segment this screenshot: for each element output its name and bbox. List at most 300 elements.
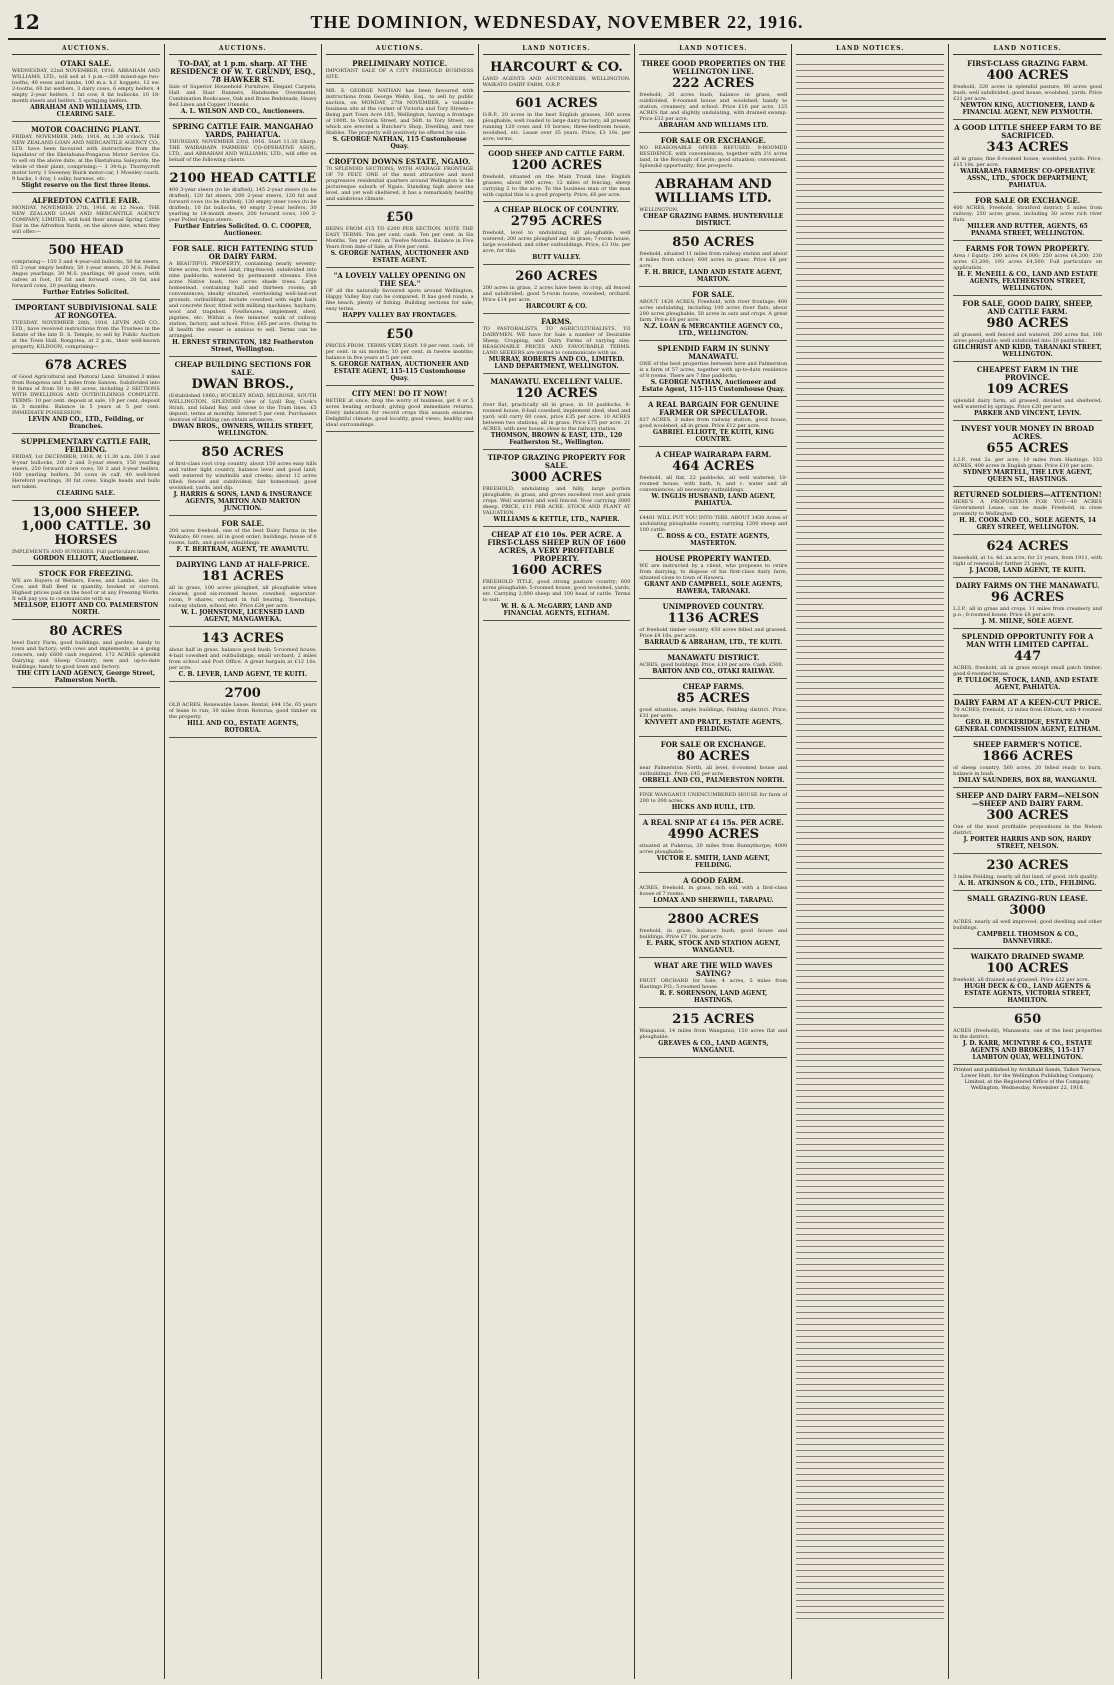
ad-signature: W. H. & A. McGARRY, LAND AND FINANCIAL AGENTS, ELTHAM. [501, 603, 612, 617]
classified-ad [639, 739, 787, 788]
classified-ad [326, 388, 474, 432]
ad-display-line: ABRAHAM AND WILLIAMS LTD. [655, 177, 772, 206]
classified-ad [12, 302, 160, 354]
ad-body: Wanganui, 14 miles from Wanganui; 150 acres flat and ploughable. [639, 1028, 788, 1040]
ad-body: WELLINGTON. [639, 207, 679, 213]
ad-signature: HAPPY VALLEY BAY FRONTAGES. [342, 312, 457, 319]
ad-signature: CLEARING SALE. [56, 490, 116, 497]
ad-signature: GEO. H. BUCKERIDGE, ESTATE AND GENERAL COMMISSION AGENT, ELTHAM. [954, 719, 1101, 733]
ad-heading: SPRING CATTLE FAIR. MANGAHAO YARDS, PAHIATUA. [172, 122, 314, 139]
ad-signature: WILLIAMS & KETTLE, LTD., NAPIER. [493, 516, 620, 523]
page-column [322, 44, 479, 1679]
ad-signature: THE CITY LAND AGENCY, George Street, Palmerston North. [16, 670, 155, 684]
ad-heading: CROFTON DOWNS ESTATE, NGAIO. [328, 157, 471, 166]
classified-ad [639, 513, 787, 551]
classified-ad [639, 910, 787, 958]
ad-signature: MURRAY, ROBERTS AND CO., LIMITED. LAND DEPARTMENT, WELLINGTON. [488, 356, 625, 370]
classified-ad [953, 298, 1102, 362]
page-column [792, 44, 949, 1679]
ad-heading: SHEEP AND DAIRY FARM—NELSON—SHEEP AND DAIRY FARM. [956, 791, 1100, 808]
classified-ad [639, 58, 787, 133]
ad-display-line: 1136 ACRES [667, 611, 759, 626]
classified-ad [639, 135, 787, 173]
ad-display-line: DWAN BROS., [191, 377, 295, 392]
ad-display-line: 80 ACRES [676, 749, 750, 764]
ad-signature: HUGH DECK & CO., LAND AGENTS & ESTATE AGENTS, VICTORIA STREET, HAMILTON. [964, 983, 1091, 1004]
ad-signature: F. T. BERTRAM, AGENT, TE AWAMUTU. [176, 546, 310, 553]
ad-body: IMPORTANT SALE OF A CITY FREEHOLD BUSINESS SITE. [325, 68, 474, 80]
ad-body: all in grass, 100 acres ploughed, all ploughable when cleared; good six-roomed house, cowshed, separator-room, 9 shares, orchard in full bearing. Townships, railway station, school, etc. Price £24 per acre. [168, 585, 317, 609]
ad-body: level Dairy Farm, good buildings, and garden; handy to town and factory; with cows and implements, as a going concern, only £600 cash required. 172 ACRES splendid Dairying and Sheep Country; new and up-to-date buildings; handy to good town and factory. [12, 640, 160, 670]
ad-heading: RETURNED SOLDIERS—ATTENTION! [953, 490, 1102, 499]
classified-ad [483, 267, 631, 314]
ad-heading: FOR SALE OR EXCHANGE. [660, 136, 766, 145]
ad-signature: ABRAHAM AND WILLIAMS, LTD. CLEARING SALE. [30, 104, 142, 118]
ad-signature: THOMSON, BROWN & EAST, LTD., 120 Featherston St., Wellington. [490, 432, 623, 446]
ad-body: freehold, all drained and grassed. Price £22 per acre. [953, 977, 1090, 983]
ad-display-line: £50 [386, 327, 414, 342]
ad-signature: A. H. ATKINSON & CO., LTD., FEILDING. [958, 880, 1097, 887]
ad-body: Area / Equity: 290 acres £4,000; 250 acres £4,200; 230 acres £3,200; 193 acres £4,500. Full particulars on application. [953, 253, 1102, 271]
ad-display-line: 2100 HEAD CATTLE [169, 171, 316, 186]
ad-heading: A GOOD FARM. [683, 876, 744, 885]
classified-ad [326, 270, 474, 323]
classified-ad [953, 58, 1102, 120]
ad-heading: DAIRYING LAND AT HALF-PRICE. [175, 560, 310, 569]
ad-body: ACRES, freehold, all in grass except small patch timber; good 6-roomed house. [953, 665, 1102, 677]
ad-display-line: 464 ACRES [672, 459, 755, 474]
ad-heading: A REAL SNIP AT £4 15s. PER ACRE. [642, 818, 784, 827]
classified-ad [953, 951, 1102, 1008]
ad-display-line: 1866 ACRES [981, 749, 1074, 764]
classified-ad [12, 58, 160, 122]
ad-body: (Established 1860.) BUCKLEY ROAD, MELROSE, SOUTH WELLINGTON. SPLENDID view of Lyall Bay, Cook's Strait, and Island Bay, and close to the Tram lines. £5 deposit, terms at monthly. Interest 5 per cent. Purchasers desirous of building can obtain advances. [168, 393, 317, 423]
classified-ad [953, 697, 1102, 737]
ad-signature: P. TULLOCH, STOCK, LAND, AND ESTATE AGENT, PAHIATUA. [956, 677, 1099, 691]
ad-heading: FIRST-CLASS GRAZING FARM. [967, 59, 1088, 68]
ad-heading: MANAWATU DISTRICT. [667, 653, 760, 662]
classified-ad [639, 817, 787, 873]
ad-heading: FOR SALE OR EXCHANGE. [660, 740, 766, 749]
ad-heading: SUPPLEMENTARY CATTLE FAIR, FEILDING. [21, 437, 151, 454]
ad-display-line: 655 ACRES [986, 441, 1069, 456]
ad-signature: CAMPBELL THOMSON & CO., DANNEVIRKE. [976, 931, 1079, 945]
ad-display-line: 850 ACRES [672, 235, 755, 250]
ad-heading: TO-DAY, at 1 p.m. sharp. AT THE RESIDENCE OF W. T. GRUNDY, ESQ., 78 HAWKER ST. [170, 59, 316, 84]
classified-ad [639, 553, 787, 599]
ad-signature: PARKER AND VINCENT, LEVIN. [973, 410, 1082, 417]
ad-signature: R. F. SORENSON, LAND AGENT, HASTINGS. [659, 990, 768, 1004]
classified-ad [326, 58, 474, 84]
ad-signature: F. H. BRICE, LAND AND ESTATE AGENT, MARTON. [644, 269, 783, 283]
illegible-text-block [796, 62, 944, 1622]
ad-body: One of the most profitable propositions in the Nelson district. [953, 824, 1102, 836]
classified-ad [639, 601, 787, 650]
ad-body: FRIDAY, NOVEMBER 24th, 1916. At 1.30 o'clock. THE NEW ZEALAND LOAN AND MERCANTILE AGENCY CO., LTD. have been favoured with instructions from the liquidator of the Eketahuna-Pongaroa Motor Service Co. to sell on the above date, at the Eketahuna Saleyards, the whole of their plant, comprising:— 1 34-h.p. Thornycroft motor lorry, 1 Sweeney Buick motor-car, 1 Moseley coach, 9 hacks, 1 dray, 1 sulky, harness, etc. [12, 134, 160, 182]
classified-ad [953, 739, 1102, 788]
ad-body: 827 ACRES, 3 miles from railway station, good house, good woolshed, all in grass. Price £12 per acre. [639, 417, 788, 429]
masthead [8, 8, 1106, 40]
ad-heading: FARMS FOR TOWN PROPERTY. [965, 244, 1090, 253]
classified-ad [326, 86, 474, 154]
classified-ad [639, 681, 787, 737]
ad-body: BEING FROM £15 TO £200 PER SECTION. NOTE THE EASY TERMS. Ten per cent. cash. Ten per cent. in Six Months. Ten per cent. in Twelve Months. Balance in Five Years from date of Sale, at Five per cent. [325, 226, 474, 250]
ad-signature: IMLAY SAUNDERS, BOX 88, WANGANUI. [958, 777, 1097, 784]
classified-ad [169, 443, 317, 516]
ad-heading: FOR SALE. [221, 519, 265, 528]
classified-ad [483, 58, 631, 92]
ad-display-line: 215 ACRES [672, 1012, 755, 1027]
classified-ad [169, 559, 317, 627]
classified-ad [483, 204, 631, 265]
ad-signature: HICKS AND RUILL, LTD. [671, 804, 755, 811]
ad-body: ACRES, nearly all well improved; good dwelling and other buildings. [953, 919, 1102, 931]
ad-heading: PRELIMINARY NOTICE. [352, 59, 448, 68]
ad-heading: CHEAP BUILDING SECTIONS FOR SALE. [174, 360, 311, 377]
ad-signature: Further Entries Solicited. [42, 289, 129, 296]
ad-body: £4481 WILL PUT YOU INTO THIS. ABOUT 1430 Acres of undulating ploughable country, carrying 1200 sheep and 100 cattle. [639, 515, 788, 533]
ad-heading: DAIRY FARMS ON THE MANAWATU. [955, 581, 1100, 590]
ad-display-line: 678 ACRES [44, 358, 128, 373]
ad-heading: THREE GOOD PROPERTIES ON THE WELLINGTON LINE. [641, 59, 786, 76]
ad-signature: Further Entries Solicited. O. C. COOPER, Auctioneer. [174, 223, 312, 237]
page-column [479, 44, 636, 1679]
classified-ad [483, 94, 631, 146]
classified-ad [169, 359, 317, 441]
classified-ad [953, 1010, 1102, 1065]
ad-body: WE are Buyers of Wethers, Ewes, and Lambs, also Ox, Cow, and Bull Beef in quantity, booked or current. Highest prices paid on the hoof or at any Freezing Works. It will pay you to communicate with us. [12, 578, 160, 602]
ad-signature: LEVIN AND CO., LTD., Feilding, or Branches. [28, 416, 144, 430]
ad-heading: WHAT ARE THE WILD WAVES SAYING? [654, 961, 773, 978]
ad-body: FRIDAY, 1st DECEMBER, 1916. At 11.30 a.m. 200 3 and 4-year bullocks, 200 2 and 3-year steers, 150 yearling steers, 250 forward store cows, 50 2 and 3-year heifers, 100 yearling heifers, 50 cows in calf, 40 well-bred Hereford yearlings, 30 fat cows. Single heads and bulls not taken. [12, 454, 160, 490]
ad-body: L.I.P., rent 2s. per acre; 10 miles from Hastings. 333 ACRES, 400 acres in English grass. Price £10 per acre. [953, 457, 1102, 469]
ad-heading: CHEAP AT £10 10s. PER ACRE. A FIRST-CLASS SHEEP RUN OF 1600 ACRES, A VERY PROFITABLE PROPERTY. [487, 530, 626, 563]
column-heading: AUCTIONS. [326, 44, 474, 55]
ad-body: 200 acres freehold, one of the best Dairy Farms in the Waikato; 60 cows, all in good order; buildings, house of 6 rooms, bath, and good outbuildings. [168, 528, 317, 546]
ad-body: leasehold, at 1s. 4d. an acre, for 21 years, from 1911, with right of renewal for further 21 years. [953, 555, 1102, 567]
ad-body: L.I.P., all in grass and crops, 11 miles from creamery and p.o.; 6-roomed house. Price £8 per acre. [953, 606, 1102, 618]
ad-signature: C. ROSS & CO., ESTATE AGENTS, MASTERTON. [657, 533, 770, 547]
classified-ad [483, 529, 631, 621]
ad-body: THURSDAY, NOVEMBER 23rd, 1916. Start 11.30 Sharp. THE WAIRARAPA FARMERS' CO-OPERATIVE ASSN., LTD., and ABRAHAM AND WILLIAMS, LTD., will offer on behalf of the following clients. [168, 139, 317, 163]
ad-heading: FOR SALE. RICH FATTENING STUD OR DAIRY FARM. [172, 244, 314, 261]
ad-signature: H. ERNEST STRINGTON, 182 Featherston Street, Wellington. [172, 339, 314, 353]
ad-signature: KNYVETT AND PRATT, ESTATE AGENTS, FEILDING. [644, 719, 783, 733]
ad-body: 200 acres in grass, 2 acres have been in crop, all fenced and subdivided; good 5-room house; cowshed; orchard. Price £14 per acre. [482, 285, 631, 303]
ad-display-line: 1200 ACRES [510, 158, 603, 173]
classified-ad [639, 652, 787, 679]
ad-display-line: 500 HEAD [48, 243, 124, 258]
classified-ad [953, 790, 1102, 854]
ad-display-line: 601 ACRES [515, 96, 598, 111]
ad-body: RETIRE at once, drop the worry of business, get 4 or 5 acres beating orchard; giving good immediate returns. Every indication for record crops this season ensures. Delightful climate, good locality, good views, healthy and ideal surroundings. [325, 398, 474, 428]
ad-display-line: 2795 ACRES [510, 214, 603, 229]
classified-ad [169, 518, 317, 557]
ad-body: of Good Agricultural and Pastoral Land. Situated 3 miles from Rongotea and 5 miles from Sanson. Subdivided into 8 farms of from 50 to 80 acres, including 2 SECTIONS WITH DWELLINGS AND OUTBUILDINGS COMPLETE. TERMS: 10 per cent. deposit at sale, 10 per cent. deposit in 3 months. Balance in 5 years at 5 per cent. IMMEDIATE POSSESSION. [12, 374, 160, 416]
ad-body: freehold, situated on the Main Trunk line. English grasses, about 800 acres; 12 miles of fencing; sheep carrying 2 to the acre. To the business man or the man with capital this is a good property. Price, £6 per acre. [482, 174, 631, 198]
ad-signature: ORBELL AND CO., PALMERSTON NORTH. [642, 777, 785, 784]
classified-ad [639, 289, 787, 341]
ad-display-line: 2800 ACRES [667, 912, 759, 927]
ad-body: 400 ACRES, Freehold, Stratford district; 5 miles from railway; 250 acres grass, including 30 acres rich river flats. [953, 205, 1102, 223]
ad-body: freehold, situated 11 miles from railway station and about 4 miles from school; 600 acres in grass. Price £8 per acre. [639, 251, 788, 269]
page-column [949, 44, 1106, 1679]
ad-heading: INVEST YOUR MONEY IN BROAD ACRES. [961, 424, 1095, 441]
ad-heading: A GOOD LITTLE SHEEP FARM TO BE SACRIFICED. [954, 123, 1101, 140]
ad-display-line: 650 [1014, 1012, 1042, 1027]
ad-heading: ALFREDTON CATTLE FAIR. [32, 196, 140, 205]
ad-body: 3 miles Feilding, nearly all flat land, of good, rich quality. [953, 874, 1099, 880]
ad-display-line: 13,000 SHEEP. 1,000 CATTLE. 30 HORSES [20, 505, 151, 548]
classified-ad [953, 423, 1102, 487]
ad-body: FREEHOLD, undulating and hilly, large portion ploughable, in grass, and grows excellent root and grain crops. Well watered and well fenced. Now carrying 3000 sheep. PRICE, £11 PER ACRE. STOCK AND PLANT AT VALUATION. [482, 486, 631, 516]
ad-body: situated at Pukerua, 20 miles from Bunnythorpe; 4000 acres ploughable. [639, 843, 788, 855]
ad-body: about half in grass, balance good bush; 5-roomed house; 4-bail cowshed and outbuildings; small orchard; 2 miles from school and Post Office. A great bargain at £12 10s. per acre. [168, 647, 317, 671]
classified-ad [953, 893, 1102, 949]
classified-ad [953, 856, 1102, 891]
ad-body: OF all the naturally favoured spots around Wellington, Happy Valley Bay can be compared. It has good roads, a fine beach, plenty of fishing. Building sections for sale; easy terms. [325, 288, 474, 312]
ad-heading: SHEEP FARMER'S NOTICE. [973, 740, 1082, 749]
classified-ad [483, 148, 631, 202]
ad-body: splendid dairy farm, all grassed, divided and sheltered, well watered by springs. Price £20 per acre. [953, 398, 1102, 410]
ad-body: 400 3-year steers (to be drafted), 145 2-year steers (to be drafted), 120 fat steers, 200 2-year steers, 120 fat and forward cows (to be drafted), 120 empty steer cows (to be drafted), 10 fat bullocks, 40 empty 2-year heifers, 30 yearling to 18-month steers, 200 forward cows, 100 2-year Polled Angus steers. [168, 187, 317, 223]
classified-ad [169, 121, 317, 167]
classified-ad [953, 195, 1102, 241]
ad-signature: HILL AND CO., ESTATE AGENTS, ROTORUA. [187, 720, 299, 734]
ad-signature: CHEAP GRAZING FARMS. HUNTERVILLE DISTRICT. [643, 213, 784, 227]
ad-body: ACRES (freehold), Manawatu, one of the best properties in the district. [953, 1028, 1102, 1040]
classified-ad [483, 452, 631, 527]
ad-signature: LOMAX AND SHERWILL, TARAPAU. [653, 897, 774, 904]
ad-display-line: 1600 ACRES [510, 563, 603, 578]
ad-body: TUESDAY, NOVEMBER 28th, 1916. LEVIN AND CO., LTD., have received instructions from the Trustees in the Estate of the late D. S. Temple, to sell by Public Auction at the Town Hall, Rongotea, at 2 p.m., their well-known property, KILDOON, comprising— [12, 320, 160, 350]
ad-display-line: 260 ACRES [515, 269, 598, 284]
ad-signature: A. L. WILSON AND CO., Auctioneers. [180, 108, 305, 115]
ad-heading: FOR SALE OR EXCHANGE. [974, 196, 1081, 205]
ad-body: 70 SPLENDID SECTIONS, WITH AVERAGE FRONTAGE OF 70 FEET. ONE of the most attractive and most progressive residential quarters around Wellington is the picturesque suburb of Ngaio. Standing high above sea level, and yet well sheltered, it has a remarkably healthy and salubrious climate. [325, 166, 474, 202]
ad-body: ONE of the best properties between here and Palmerston is a farm of 57 acres, together with up-to-date residence of 8 rooms. There are 7 fine paddocks. [639, 361, 788, 379]
ad-display-line: 4990 ACRES [667, 827, 759, 842]
ad-signature: H. H. COOK AND CO., SOLE AGENTS, 14 GREY STREET, WELLINGTON. [959, 517, 1097, 531]
ad-body: all grassed, well fenced and watered, 200 acres flat, 100 acres ploughable; well subdivided into 20 paddocks. [953, 332, 1102, 344]
ad-signature: GORDON ELLIOTT, Auctioneer. [33, 555, 139, 562]
classified-ad [639, 1010, 787, 1058]
classified-ad [169, 629, 317, 682]
ad-signature: VICTOR E. SMITH, LAND AGENT, FEILDING. [656, 855, 770, 869]
columns [8, 44, 1106, 1679]
ad-signature: BUTT VALLEY. [532, 254, 581, 261]
imprint-footer: Printed and published by Archibald Sands, Talbot Terrace, Lower Hutt, for the Wellington Publishing Company, Limited, at the Registered Office of the Company, Wellington, Wednesday, November 22, 1916. [953, 1067, 1102, 1091]
ad-heading: A CHEAP WAIRARAPA FARM. [655, 450, 772, 459]
ad-body: of sheep country, 560 acres, 20 felled ready to burn, balance in bush. [953, 765, 1102, 777]
ad-body: O.R.P., 20 acres in the best English grasses, 300 acres ploughable, well roaded to large dairy factory; all present running 120 cows and 10 horses; three-bedroom house, woolshed, etc. Lease over 35 years. Price, £3 10s. per acre; terms. [482, 112, 631, 142]
classified-ad [639, 960, 787, 1008]
classified-ad [953, 537, 1102, 578]
ad-signature: ABRAHAM AND WILLIAMS LTD. [658, 122, 769, 129]
classified-ad [169, 169, 317, 241]
ad-body: of first-class root crop country, about 150 acres easy hills and rather light country, balance level and good land; well watered by windmills and creeks; about 12 acres tilled; fenced and subdivided; fair homestead; good woolshed, yards, and dip. [168, 461, 317, 491]
ad-signature: J. D. KARR, MCINTYRE & CO., ESTATE AGENTS AND BROKERS, 115-117 LAMBTON QUAY, WELLINGTON. [962, 1040, 1093, 1061]
classified-ad [12, 356, 160, 434]
ad-body: FRUIT ORCHARD for Sale, 4 acres, 5 miles from Hastings P.O.; 5-roomed house. [639, 978, 788, 990]
classified-ad [12, 241, 160, 300]
ad-signature: Slight reserve on the first three items. [21, 182, 151, 189]
ad-body: FINE WANGANUI UNENCUMBERED HOUSE for farm of 200 to 300 acres. [639, 792, 788, 804]
ad-display-line: £50 [386, 210, 414, 225]
classified-ad [326, 208, 474, 268]
ad-signature: S. GEORGE NATHAN, 115 Customhouse Quay. [332, 136, 467, 150]
ad-body: ACRES, good buildings. Price, £19 per acre. Cash, £500. [639, 662, 784, 668]
ad-display-line: 100 ACRES [986, 961, 1069, 976]
ad-signature: GILCHRIST AND KIDD, TARANAKI STREET, WELLINGTON. [953, 344, 1102, 358]
ad-body: 70 ACRES, freehold, 12 miles from Eltham, with 4-roomed house. [953, 707, 1102, 719]
ad-signature: J. PORTER HARRIS AND SON, HARDY STREET, NELSON. [963, 836, 1092, 850]
ad-signature: GREAVES & CO., LAND AGENTS, WANGANUI. [658, 1040, 769, 1054]
classified-ad [483, 316, 631, 374]
ad-display-line: 400 ACRES [986, 68, 1069, 83]
ad-heading: MOTOR COACHING PLANT. [31, 125, 141, 134]
ad-signature: W. L. JOHNSTONE, LICENSED LAND AGENT, MANGAWEKA. [181, 609, 305, 623]
classified-ad [169, 243, 317, 357]
ad-heading: SPLENDID FARM IN SUNNY MANAWATU. [657, 344, 770, 361]
ad-heading: OTAKI SALE. [60, 59, 112, 68]
ad-signature: S. GEORGE NATHAN, Auctioneer and Estate Agent, 115-115 Customhouse Quay. [641, 379, 785, 393]
ad-signature: MILLER AND RUTTER, AGENTS, 65 PANAMA STREET, WELLINGTON. [967, 223, 1088, 237]
classified-ad [639, 343, 787, 397]
ad-heading: CITY MEN! DO IT NOW! [351, 389, 448, 398]
ad-body: ACRES, freehold, in grass, rich soil, with a first-class house of 7 rooms. [639, 885, 788, 897]
column-heading: LAND NOTICES. [953, 44, 1102, 55]
classified-ad [326, 156, 474, 206]
ad-display-line: 300 ACRES [986, 808, 1069, 823]
classified-ad [12, 568, 160, 620]
ad-display-line: 120 ACRES [515, 386, 598, 401]
ad-display-line: 230 ACRES [986, 858, 1069, 873]
ad-display-line: 143 ACRES [201, 631, 284, 646]
ad-signature: J. JACOB, LAND AGENT, TE KUITI. [969, 567, 1086, 574]
ad-heading: UNIMPROVED COUNTRY. [662, 602, 765, 611]
ad-body: river flat, practically all in grass, in 18 paddocks, 8-roomed house, 6-bail cowshed, implement shed, shed and yard; will carry 60 cows, price £35 per acre. 10 ACRES between two stations; all in grass. Price £75 per acre. 21 ACRES, with new house, close to the railway station. [482, 402, 631, 432]
page-column [635, 44, 792, 1679]
ad-signature: S. GEORGE NATHAN, AUCTIONEER AND ESTATE AGENT, 115-115 Customhouse Quay. [330, 361, 469, 382]
ad-body: near Palmerston North, all level, 6-roomed house and outbuildings. Price, £45 per acre. [639, 765, 788, 777]
ad-body: all in grass; fine 6-roomed house, woolshed, yards. Price, £15 10s. per acre. [953, 156, 1102, 168]
ad-heading: HOUSE PROPERTY WANTED. [655, 554, 772, 563]
ad-heading: A REAL BARGAIN FOR GENUINE FARMER OR SPECULATOR. [648, 400, 779, 417]
ad-signature: SYDNEY MARTELL, THE LIVE AGENT, QUEEN ST., HASTINGS. [963, 469, 1093, 483]
ad-body: PRICES FROM. TERMS VERY EASY. 10 per cent. cash, 10 per cent. in six months; 10 per cent. in twelve months; balance in five years at 5 per cent. [325, 343, 474, 361]
classified-ad [12, 622, 160, 688]
column-heading: AUCTIONS. [12, 44, 160, 55]
ad-heading: FOR SALE. [692, 290, 735, 299]
ad-heading: TIP-TOP GRAZING PROPERTY FOR SALE. [487, 453, 626, 470]
column-heading: LAND NOTICES. [483, 44, 631, 55]
column-heading: LAND NOTICES. [796, 44, 944, 55]
ad-display-line: 980 ACRES [986, 316, 1069, 331]
ad-body: Sale of Superior Household Furniture, Elegant Carpets, Hall and Stair Runners, Handsome Overmantel, Combination Bookcases, Oak and Brass Bedsteads, Heavy Bed Linen and Copper Utensils. [168, 84, 317, 108]
classified-ad [12, 503, 160, 566]
ad-display-line: 96 ACRES [990, 590, 1065, 605]
page-column [165, 44, 322, 1679]
column-heading: LAND NOTICES. [639, 44, 787, 55]
classified-ad [953, 489, 1102, 535]
classified-ad [483, 376, 631, 450]
ad-body: WEDNESDAY, 22nd NOVEMBER, 1916. ABRAHAM AND WILLIAMS, LTD., will sell at 1 p.m.—200 mixed-age two-tooths, 40 ewes and lambs, 100 m.a. h.f. hoggets, 12 ew. 2-tooths, 60 fat wethers, 3 dairy cows, 6 empty heifers, 4 empty 2-year heifers, 1 fat cow, 8 fat bullocks, 10 18-month steers and heifers, 5 springing heifers. [12, 68, 160, 104]
classified-ad [12, 436, 160, 501]
ad-display-line: 343 ACRES [986, 140, 1069, 155]
ad-display-line: 3000 ACRES [510, 470, 603, 485]
column-heading: AUCTIONS. [169, 44, 317, 55]
page-number: 12 [12, 10, 40, 34]
ad-heading: STOCK FOR FREEZING. [38, 569, 134, 578]
classified-ad [639, 875, 787, 908]
ad-signature: HARCOURT & CO. [525, 303, 588, 310]
ad-display-line: 222 ACRES [672, 76, 755, 91]
ad-signature: GABRIEL ELLIOTT, TE KUITI, KING COUNTRY. [652, 429, 774, 443]
page-column [8, 44, 165, 1679]
classified-ad [12, 124, 160, 193]
classified-ad [639, 449, 787, 511]
ad-heading: IMPORTANT SUBDIVISIONAL SALE AT RONGOTEA. [14, 303, 157, 320]
ad-body: of freehold timber country, 450 acres felled and grassed. Price £4 10s. per acre. [639, 627, 788, 639]
ad-heading: WAIKATO DRAINED SWAMP. [970, 952, 1085, 961]
ad-heading: MANAWATU. EXCELLENT VALUE. [490, 377, 623, 386]
ad-heading: GOOD SHEEP AND CATTLE FARM. [488, 149, 625, 158]
classified-ad [639, 399, 787, 447]
ad-body: freehold, all flat, 22 paddocks, all well watered; 10-roomed house, with bath, h. and c. water and all conveniences; all necessary outbuildings. [639, 475, 788, 493]
ad-body: good situation, ample buildings, Feilding district. Price, £31 per acre. [639, 707, 788, 719]
ad-body: IMPLEMENTS AND SUNDRIES. Full particulars later. [12, 549, 151, 555]
ad-heading: SPLENDID OPPORTUNITY FOR A MAN WITH LIMITED CAPITAL. [961, 632, 1094, 649]
ad-display-line: 109 ACRES [986, 382, 1069, 397]
ad-body: A BEAUTIFUL PROPERTY, containing nearly seventy-three acres, rich level land, ring-fenced, subdivided into nine paddocks, watered by permanent streams. Five acres Native bush, two acres shade trees. Large homestead, containing hall and thirteen rooms; all conveniences; ideally situated, overlooking well-laid-out grounds, outbuildings include cowshed with eight bails and concrete floor, fitted with milking machines, haybarn, wool and trapshed. Fowlhouses, implement shed, pigsties, etc. Within a few minutes' walk of railway station, factory, and school. Price, £65 per acre. Owing to ill health the owner is anxious to sell. Terms can be arranged. [168, 261, 317, 339]
classified-ad [953, 364, 1102, 421]
ad-signature: WAIRARAPA FARMERS' CO-OPERATIVE ASSN., LTD., STOCK DEPARTMENT, PAHIATUA. [960, 168, 1095, 189]
ad-signature: E. PARK, STOCK AND STATION AGENT, WANGANUI. [646, 940, 781, 954]
ad-signature: BARRAUD & ABRAHAM, LTD., TE KUITI. [644, 639, 783, 646]
ad-signature: NEWTON KING, AUCTIONEER, LAND & FINANCIAL AGENT, NEW PLYMOUTH. [960, 102, 1095, 116]
classified-ad [169, 684, 317, 738]
ad-heading: SMALL GRAZING-RUN LEASE. [967, 894, 1088, 903]
newspaper-title: THE DOMINION, WEDNESDAY, NOVEMBER 22, 1916. [310, 12, 804, 32]
ad-heading: A CHEAP BLOCK OF COUNTRY. [494, 205, 619, 214]
ad-body: HERE'S A PROPOSITION FOR YOU—40 ACRES Government Lease, can be made Freehold, in close proximity to Wellington. [953, 499, 1102, 517]
ad-body: OLD ACRES, Renewable Lease. Rental, £44 15s. 65 years of lease to run; 30 miles from Rotorua; good timber on the property. [168, 702, 317, 720]
classified-ad [953, 122, 1102, 193]
ad-body: freehold, level to undulating, all ploughable; well watered; 200 acres ploughed and in grass; 7-room house, large woolshed, and other outbuildings. Price, £3 10s. per acre, for this. [482, 230, 631, 254]
ad-body: WE are instructed by a client, who proposes to retire from dairying, to dispose of his first-class dairy farm, situated close to town of Hawera. [639, 563, 788, 581]
ad-signature: C. B. LEVER, LAND AGENT, TE KUITI. [178, 671, 307, 678]
ad-body: TO PASTORALISTS. TO AGRICULTURALISTS. TO DAIRYMEN. WE have for Sale a number of Desirable Sheep, Cropping, and Dairy Farms of varying size. REASONABLE PRICES AND FAVOURABLE TERMS. LAND SEEKERS are invited to communicate with us. [482, 326, 631, 356]
ad-signature: S. GEORGE NATHAN, AUCTIONEER AND ESTATE AGENT. [330, 250, 469, 264]
ad-heading: FOR SALE, GOOD DAIRY, SHEEP, AND CATTLE FARM. [962, 299, 1093, 316]
ad-body: comprising— 150 3 and 4-year-old bullocks, 50 fat steers, 65 2-year empty heifers, 50 1-year steers, 20 M.S. Polled Angus yearlings, 30 M.S. yearlings, 90 good cows, with calves at foot, 10 fat and forward cows, 20 fat and forward cows, 20 yearling steers. [12, 259, 160, 289]
ad-body: NO REASONABLE OFFER REFUSED. 9-ROOMED RESIDENCE, with conveniences, together with 2½ acres land, in the Borough of Levin; good situation; convenient. Splendid opportunity; fine prospects. [639, 145, 788, 169]
ad-display-line: 85 ACRES [676, 691, 750, 706]
ad-signature: W. INGLIS HUSBAND, LAND AGENT, PAHIATUA. [651, 493, 776, 507]
ad-display-line: 80 ACRES [49, 624, 123, 639]
ad-display-line: 447 [1014, 649, 1042, 664]
ad-display-line: 3000 [1009, 903, 1046, 918]
ad-display-line: 181 ACRES [201, 569, 284, 584]
ad-signature: H. F. McNEILL & CO., LAND AND ESTATE AGENTS, FEATHERSTON STREET, WELLINGTON. [957, 271, 1098, 292]
classified-ad [12, 195, 160, 239]
classified-ad [169, 58, 317, 119]
ad-signature: N.Z. LOAN & MERCANTILE AGENCY CO., LTD., WELLINGTON. [643, 323, 783, 337]
ad-heading: DAIRY FARM AT A KEEN-CUT PRICE. [953, 698, 1102, 707]
classified-ad [953, 243, 1102, 296]
classified-ad [639, 175, 787, 231]
